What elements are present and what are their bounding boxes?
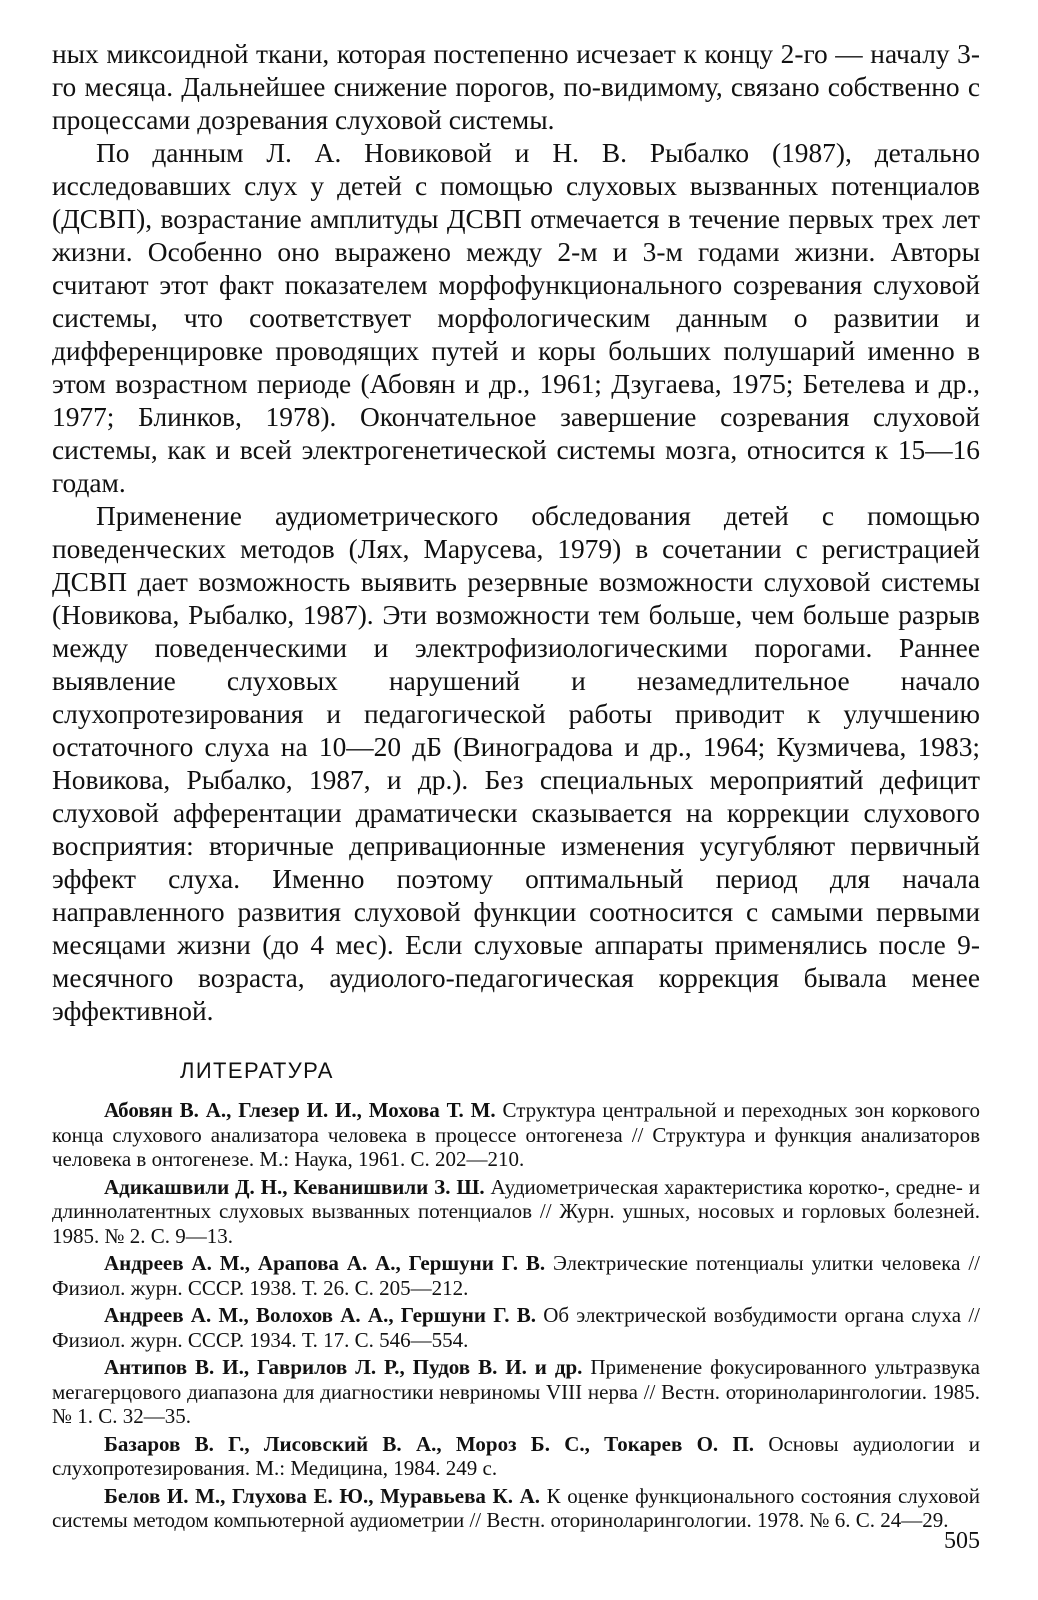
reference-list — [52, 1098, 980, 1533]
reference-authors: Андреев А. М., Арапова А. А., Гершуни Г. В. — [104, 1251, 546, 1275]
body-paragraph-1: ных миксоидной ткани, которая постепенно исчезает к концу 2-го — началу 3-го месяца. Дальнейшее снижение порогов, по-видимому, связано собственно с процессами дозревания слуховой системы. — [52, 39, 980, 135]
reference-text: Аудиометрическая характеристика коротко-, средне- и длиннолатентных слуховых вызванных потенциалов // Журн. ушных, носовых и горловых болезней. 1985. № 2. С. 9—13. — [52, 1174, 980, 1248]
reference-item — [52, 1098, 980, 1172]
reference-authors: Антипов В. И., Гаврилов Л. Р., Пудов В. И. и др. — [104, 1355, 583, 1379]
reference-authors: Адикашвили Д. Н., Кеванишвили З. Ш. — [104, 1174, 485, 1199]
reference-text: Электрические потенциалы улитки человека // Физиол. журн. СССР. 1938. Т. 26. С. 205—212. — [52, 1251, 980, 1300]
reference-item — [52, 1355, 980, 1429]
page-number: 505 — [944, 1528, 980, 1554]
reference-authors: Белов И. М., Глухова Е. Ю., Муравьева К. А. — [104, 1483, 541, 1508]
reference-authors: Андреев А. М., Волохов А. А., Гершуни Г. В. — [104, 1303, 536, 1327]
reference-text: Применение фокусированного ультразвука мегагерцового диапазона для диагностики невриномы VIII нерва // Вестн. оториноларингологии. 1985. № 1. С. 32—35. — [52, 1355, 980, 1428]
reference-text: Об электрической возбудимости органа слуха // Физиол. журн. СССР. 1934. Т. 17. С. 546—554. — [52, 1303, 981, 1352]
reference-authors: Абовян В. А., Глезер И. И., Мохова Т. М. — [104, 1098, 496, 1122]
page-content — [52, 38, 980, 1536]
reference-item — [52, 1303, 980, 1352]
reference-item — [52, 1484, 980, 1533]
reference-text: К оценке функционального состояния слуховой системы методом компьютерной аудиометрии // Вестн. оториноларингологии. 1978. № 6. С. 24—29. — [52, 1483, 980, 1532]
reference-item — [52, 1251, 980, 1300]
body-paragraph-3: Применение аудиометрического обследования детей с помощью поведенческих методов (Лях, Марусева, 1979) в сочетании с регистрацией ДСВП дает возможность выявить резервные возможности слуховой системы (Новикова, Рыбалко, 1987). Эти возможности тем больше, чем больше разрыв между поведенческими и электрофизиологическими порогами. Раннее выявление слуховых нарушений и незамедлительное начало слухопротезирования и педагогической работы приводит к улучшению остаточного слуха на 10—20 дБ (Виноградова и др., 1964; Кузмичева, 1983; Новикова, Рыбалко, 1987, и др.). Без специальных мероприятий дефицит слуховой афферентации драматически сказывается на коррекции слухового восприятия: вторичные депривационные изменения усугубляют первичный эффект слуха. Именно поэтому оптимальный период для начала направленного развития слуховой функции соотносится с самыми первыми месяцами жизни (до 4 мес). Если слуховые аппараты применялись после 9-месячного возраста, аудиолого-педагогическая коррекция бывала менее эффективной. — [52, 501, 980, 1026]
reference-text: Основы аудиологии и слухопротезирования. М.: Медицина, 1984. 249 с. — [52, 1431, 980, 1480]
reference-item — [52, 1432, 980, 1481]
references-heading: ЛИТЕРАТУРА — [180, 1058, 334, 1083]
body-paragraph-2: По данным Л. А. Новиковой и Н. В. Рыбалко (1987), детально исследовавших слух у детей с помощью слуховых вызванных потенциалов (ДСВП), возрастание амплитуды ДСВП отмечается в течение первых трех лет жизни. Особенно оно выражено между 2-м и 3-м годами жизни. Авторы считают этот факт показателем морфофункционального созревания слуховой системы, что соответствует морфологическим данным о развитии и дифференцировке проводящих путей и коры больших полушарий именно в этом возрастном периоде (Абовян и др., 1961; Дзугаева, 1975; Бетелева и др., 1977; Блинков, 1978). Окончательное завершение созревания слуховой системы, как и всей электрогенетической системы мозга, относится к 15—16 годам. — [52, 138, 980, 498]
reference-authors: Базаров В. Г., Лисовский В. А., Мороз Б. С., Токарев О. П. — [104, 1431, 755, 1456]
reference-item — [52, 1175, 980, 1249]
reference-text: Структура центральной и переходных зон коркового конца слухового анализатора человека в процессе онтогенеза // Структура и функция анализаторов человека в онтогенезе. М.: Наука, 1961. С. 202—210. — [52, 1098, 980, 1171]
